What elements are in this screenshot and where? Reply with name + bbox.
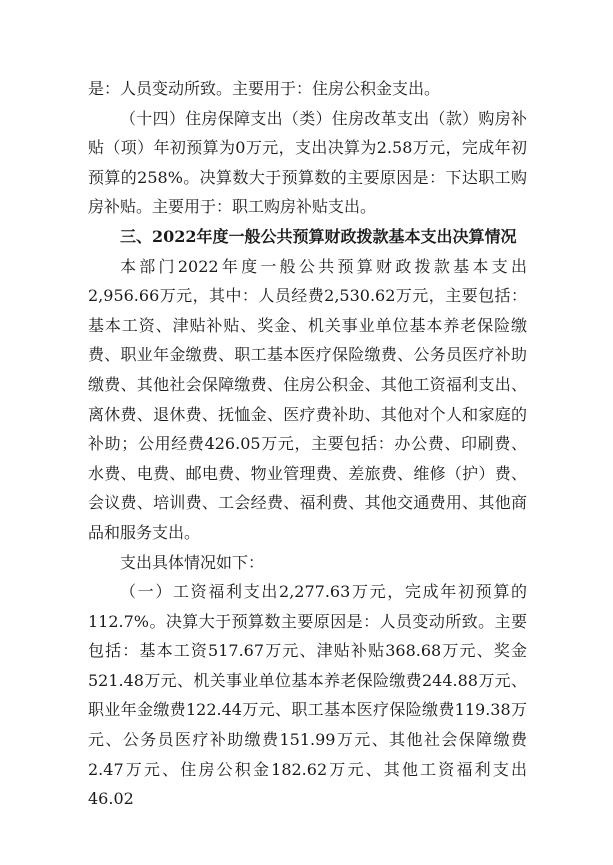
paragraph-salary-welfare: （一）工资福利支出2,277.63万元，完成年初预算的112.7%。决算大于预算数主要原因是：人员变动所致。主要包括：基本工资517.67万元、津贴补贴368.68万元、奖金521.48万元、机关事业单位基本养老保险缴费244.88万元、职业年金缴费122.44万元、职工基本医疗保险缴费119.38万元、公务员医疗补助缴费151.99万元、其他社会保障缴费2.47万元、住房公积金182.62万元、其他工资福利支出46.02 — [88, 582, 527, 809]
paragraph-details-intro: 支出具体情况如下： — [120, 552, 265, 572]
paragraph-housing-subsidy: （十四）住房保障支出（类）住房改革支出（款）购房补贴（项）年初预算为0万元，支出决算为2.58万元，完成年初预算的258%。决算数大于预算数的主要原因是：下达职工购房补贴。主要用于：职工购房补贴支出。 — [88, 108, 527, 217]
paragraph-continuation: 是：人员变动所致。主要用于：住房公积金支出。 — [88, 79, 441, 98]
paragraph-basic-expenditure: 本部门2022年度一般公共预算财政拨款基本支出2,956.66万元，其中：人员经费2,530.62万元，主要包括：基本工资、津贴补贴、奖金、机关事业单位基本养老保险缴费、职业年金缴费、职工基本医疗保险缴费、公务员医疗补助缴费、其他社会保障缴费、住房公积金、其他工资福利支出、离休费、退休费、抚恤金、医疗费补助、其他对个人和家庭的补助；公用经费426.05万元，主要包括：办公费、印刷费、水费、电费、邮电费、物业管理费、差旅费、维修（护）费、会议费、培训费、工会经费、福利费、其他交通费用、其他商品和服务支出。 — [88, 256, 527, 542]
section-heading: 三、2022年度一般公共预算财政拨款基本支出决算情况 — [120, 226, 517, 246]
